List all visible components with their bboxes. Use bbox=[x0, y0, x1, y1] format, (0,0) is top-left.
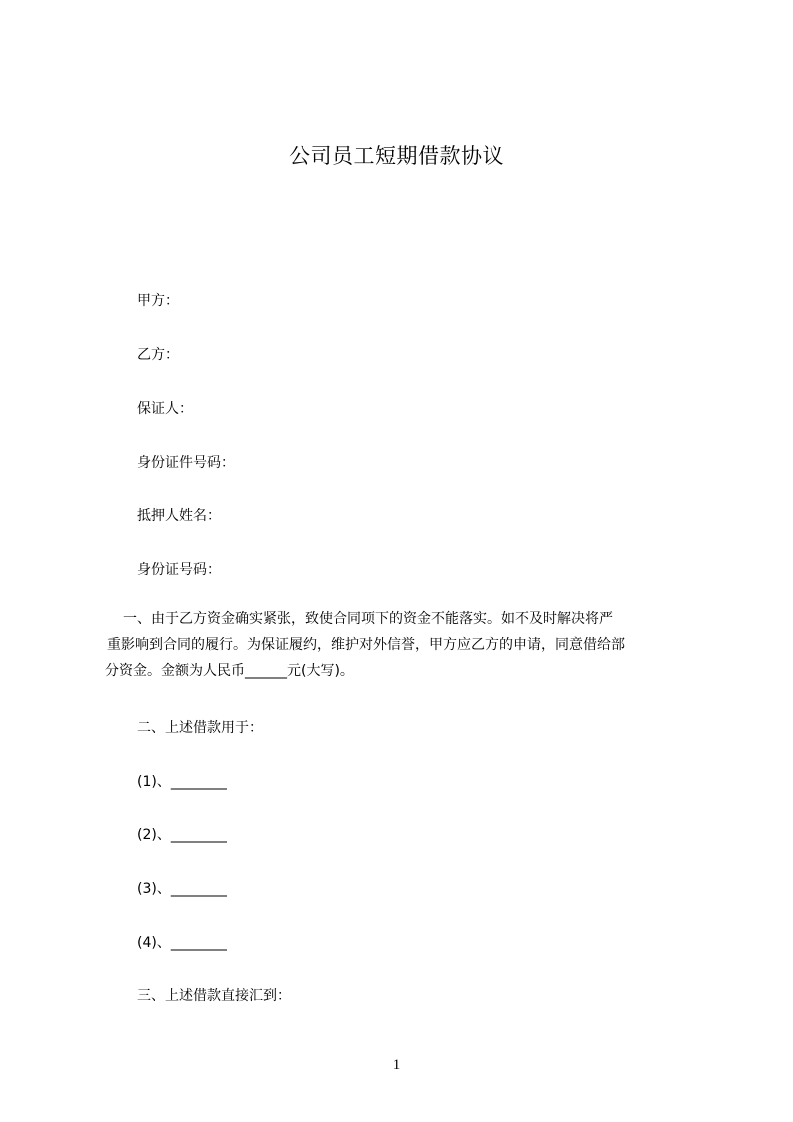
clause-2-item-2: (2)、________ bbox=[137, 827, 227, 843]
clause-2-heading: 二、上述借款用于： bbox=[137, 720, 263, 736]
clause-1-line-1: 一、由于乙方资金确实紧张，致使合同项下的资金不能落实。如不及时解决将严 bbox=[123, 611, 613, 627]
field-party-b: 乙方： bbox=[137, 347, 179, 363]
field-party-a: 甲方： bbox=[137, 293, 179, 309]
document-title: 公司员工短期借款协议 bbox=[289, 144, 504, 168]
clause-1-line-2: 重影响到合同的履行。为保证履约，维护对外信誉，甲方应乙方的申请，同意借给部 bbox=[107, 637, 625, 653]
clause-2-item-1: (1)、________ bbox=[137, 774, 227, 790]
field-id-document-number: 身份证件号码： bbox=[137, 455, 235, 471]
field-mortgagor-name: 抵押人姓名： bbox=[137, 508, 221, 524]
clause-3-heading: 三、上述借款直接汇到： bbox=[137, 988, 291, 1004]
clause-2-item-3: (3)、________ bbox=[137, 881, 227, 897]
page-number: 1 bbox=[392, 1057, 401, 1073]
field-guarantor: 保证人： bbox=[137, 401, 193, 417]
field-id-number: 身份证号码： bbox=[137, 562, 221, 578]
clause-1-line-3: 分资金。金额为人民币______元(大写)。 bbox=[105, 663, 354, 679]
clause-1-paragraph bbox=[105, 606, 699, 684]
clause-2-item-4: (4)、________ bbox=[137, 935, 227, 951]
